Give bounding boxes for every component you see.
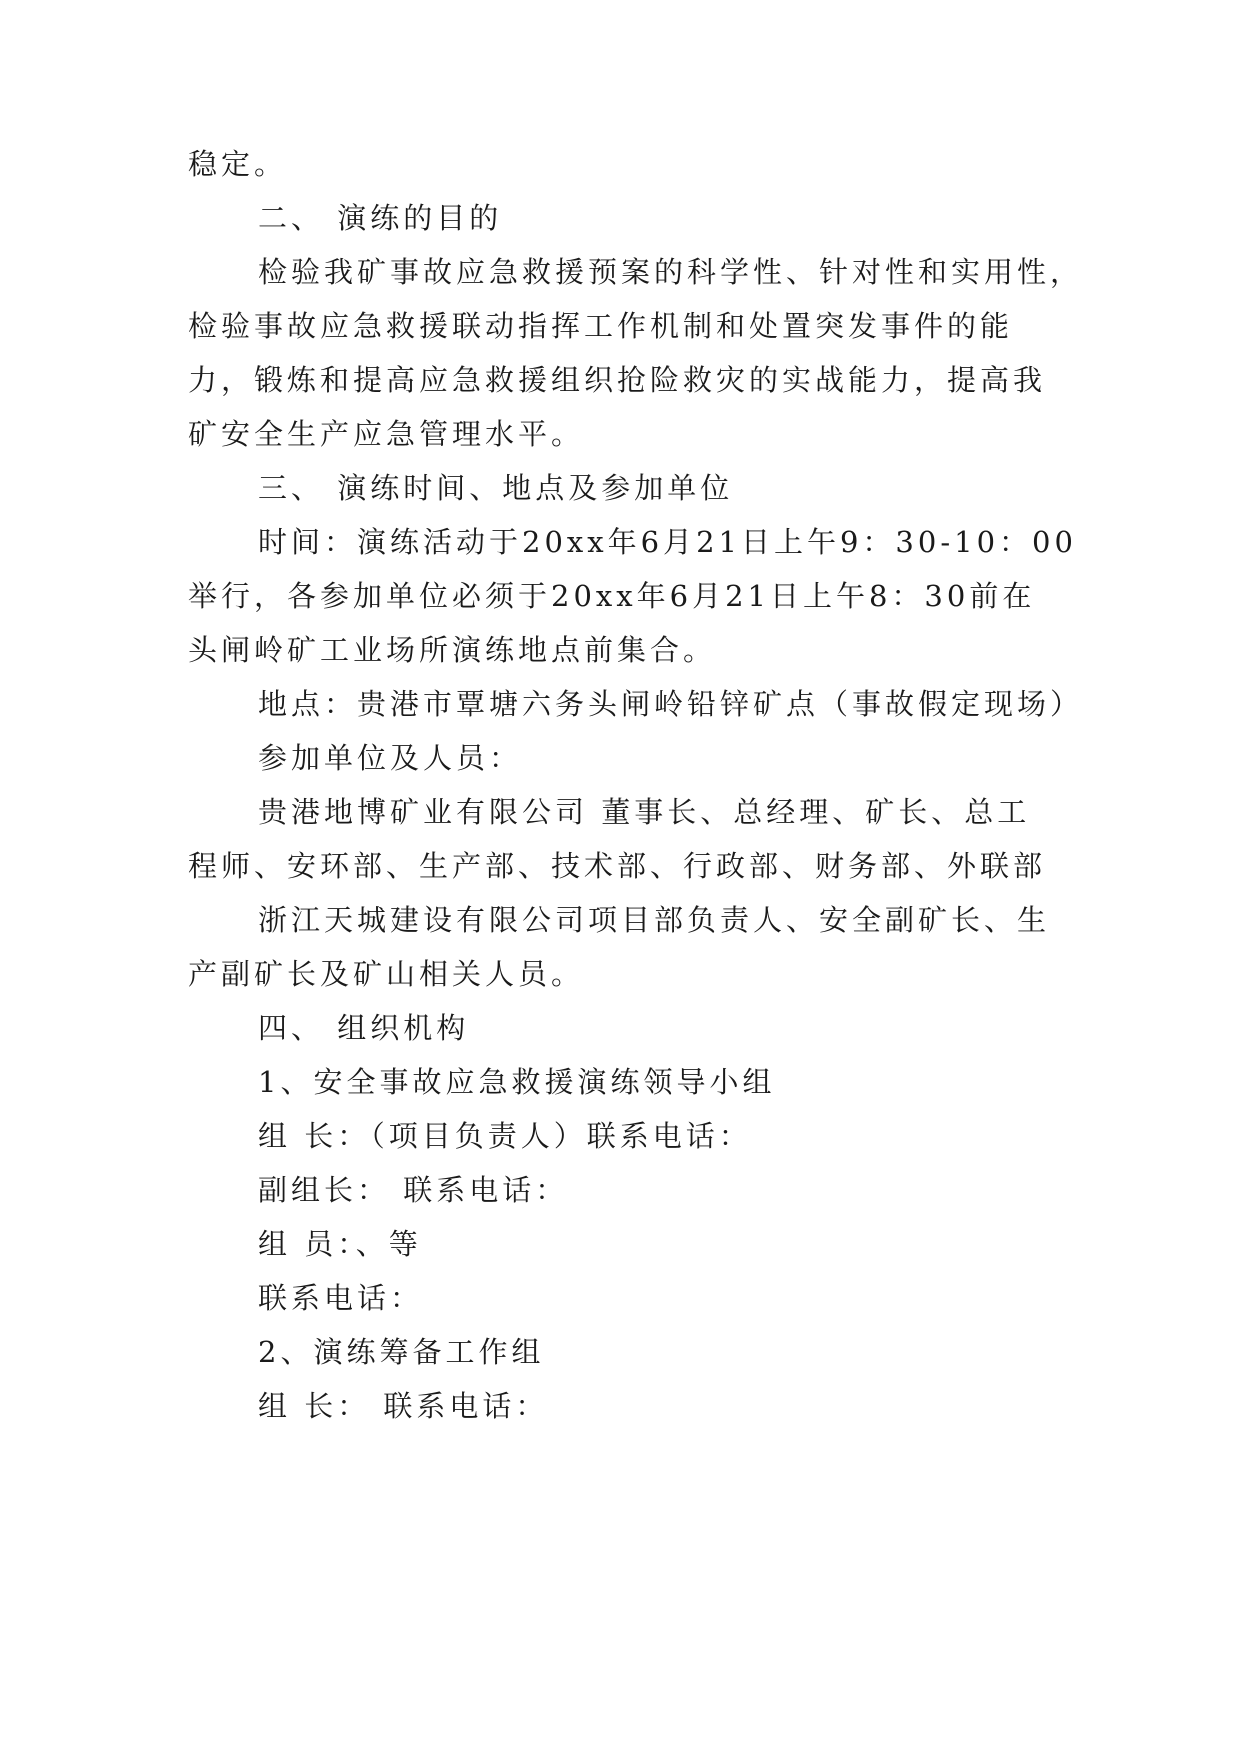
text-line-10: 头闸岭矿工业场所演练地点前集合。 bbox=[188, 633, 717, 667]
text-line-5: 力，锻炼和提高应急救援组织抢险救灾的实战能力，提高我 bbox=[188, 363, 1047, 397]
text-line-16: 产副矿长及矿山相关人员。 bbox=[188, 957, 585, 991]
section-heading-4: 四、 组织机构 bbox=[258, 1011, 470, 1045]
subsection-heading-2: 2、演练筹备工作组 bbox=[258, 1335, 545, 1369]
text-line-21: 组 员：、等 bbox=[258, 1227, 422, 1261]
text-line-location: 地点：贵港市覃塘六务头闸岭铅锌矿点（事故假定现场） bbox=[258, 687, 1084, 721]
text-line-14: 程师、安环部、生产部、技术部、行政部、财务部、外联部 bbox=[188, 849, 1047, 883]
text-line-22: 联系电话： bbox=[258, 1281, 424, 1315]
text-line-4: 检验事故应急救援联动指挥工作机制和处置突发事件的能 bbox=[188, 309, 1014, 343]
section-heading-2: 二、 演练的目的 bbox=[258, 201, 503, 235]
text-line-13: 贵港地博矿业有限公司 董事长、总经理、矿长、总工 bbox=[258, 795, 1031, 829]
text-line-24: 组 长： 联系电话： bbox=[258, 1389, 549, 1423]
text-line-6: 矿安全生产应急管理水平。 bbox=[188, 417, 585, 451]
text-line-19: 组 长：（项目负责人）联系电话： bbox=[258, 1119, 752, 1153]
text-line-15: 浙江天城建设有限公司项目部负责人、安全副矿长、生 bbox=[258, 903, 1051, 937]
text-line-9: 举行，各参加单位必须于20xx年6月21日上午8：30前在 bbox=[188, 579, 1036, 613]
text-line-3: 检验我矿事故应急救援预案的科学性、针对性和实用性， bbox=[258, 255, 1084, 289]
text-line-20: 副组长： 联系电话： bbox=[258, 1173, 569, 1207]
text-line-1: 稳定。 bbox=[188, 147, 288, 181]
text-line-participants: 参加单位及人员： bbox=[258, 741, 523, 775]
subsection-heading-1: 1、安全事故应急救援演练领导小组 bbox=[258, 1065, 776, 1099]
section-heading-3: 三、 演练时间、地点及参加单位 bbox=[258, 471, 734, 505]
text-line-time: 时间：演练活动于20xx年6月21日上午9：30-10：00 bbox=[258, 525, 1077, 559]
